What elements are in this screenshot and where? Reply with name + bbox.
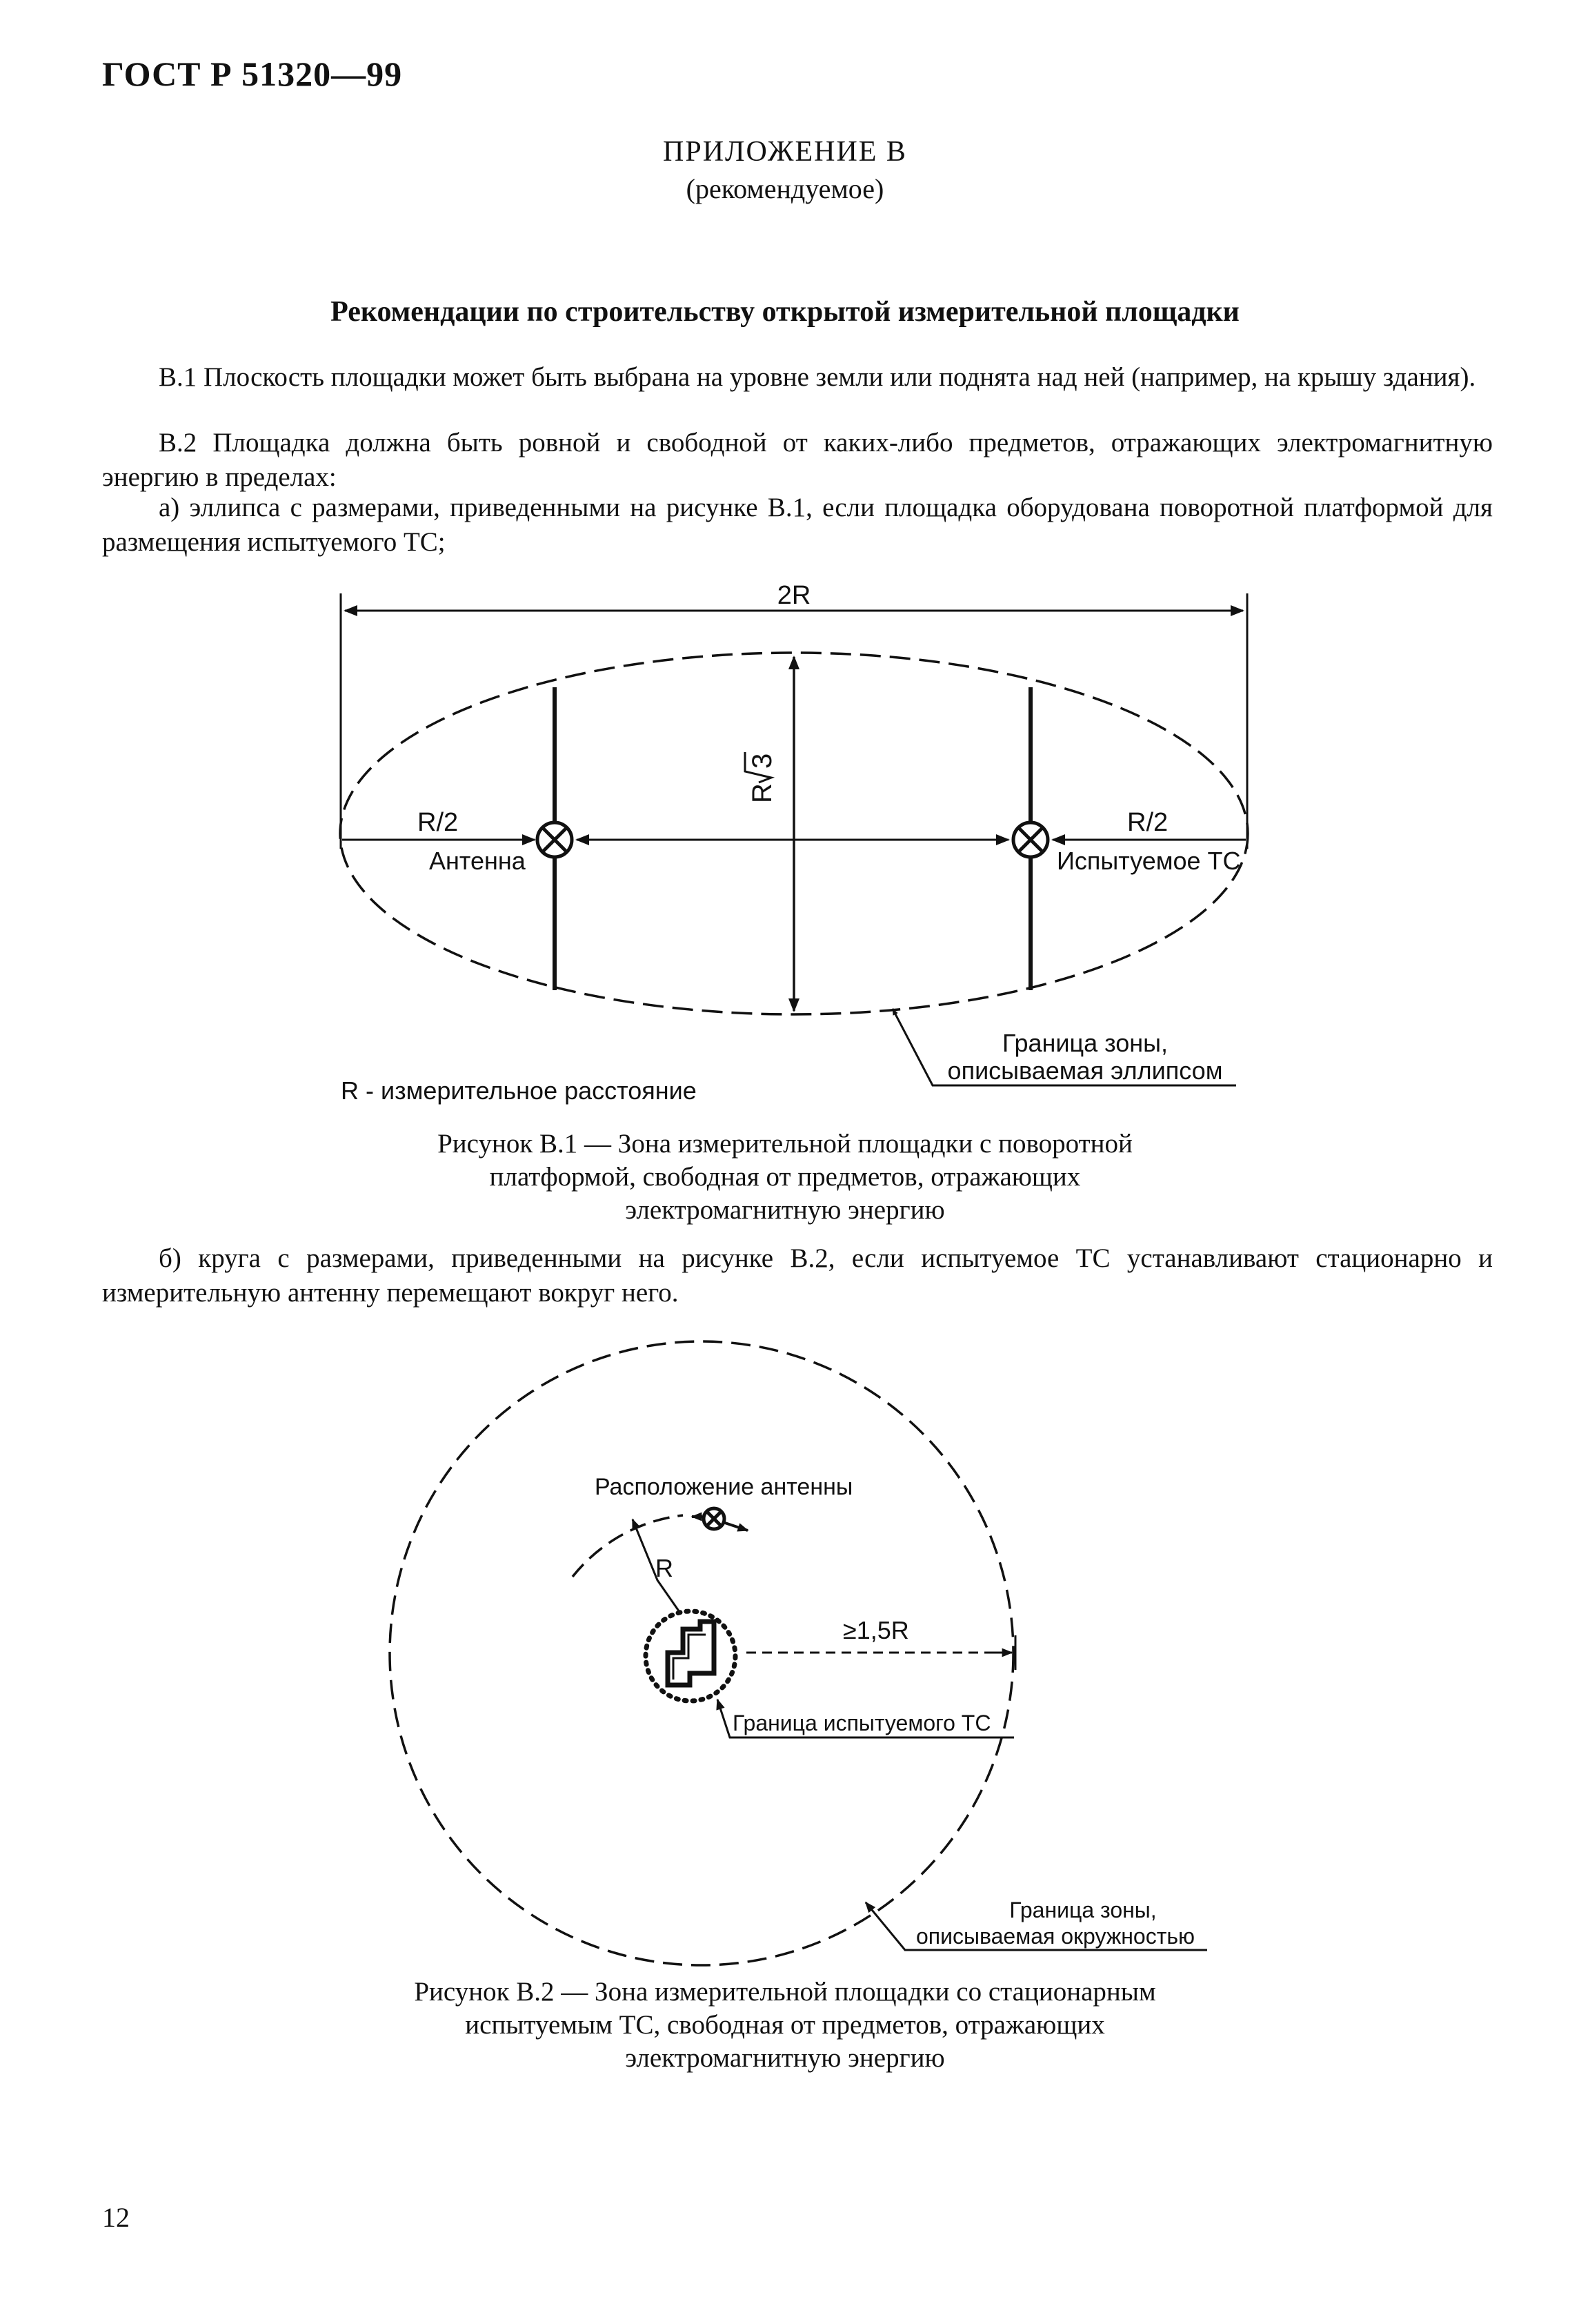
figure-b2-caption-line2: испытуемым ТС, свободная от предметов, отражающих [465, 2010, 1105, 2040]
figure-b1-caption-line1: Рисунок В.1 — Зона измерительной площадки с поворотной [437, 1129, 1133, 1159]
radius-label: R [655, 1554, 673, 1582]
antenna-location-label: Расположение антенны [595, 1474, 853, 1500]
legend-r: R - измерительное расстояние [341, 1076, 697, 1105]
paragraph-b2: В.2 Площадка должна быть ровной и свободной от каких-либо предметов, отражающих электромагнитную энергию в пределах: [102, 428, 1493, 492]
zone-boundary-label-line1: Граница зоны, [1009, 1898, 1157, 1922]
half-left-label: R/2 [417, 808, 459, 837]
zone-boundary-circle [390, 1341, 1013, 1965]
dimension-2r-label: 2R [777, 581, 811, 610]
figure-b2-caption-line3: электромагнитную энергию [625, 2043, 945, 2073]
figure-b1-caption-line2: платформой, свободная от предметов, отражающих [489, 1162, 1081, 1192]
figure-b2-caption [0, 1976, 1570, 2075]
eut-boundary-label: Граница испытуемого ТС [733, 1711, 991, 1735]
dimension-height-prefix: R [747, 783, 777, 803]
paragraph-b1: В.1 Плоскость площадки может быть выбрана на уровне земли или поднята над ней (например, на крышу здания). [159, 362, 1476, 392]
document-id: ГОСТ Р 51320—99 [102, 55, 403, 93]
page-number: 12 [102, 2202, 130, 2233]
figure-b2-caption-line1: Рисунок В.2 — Зона измерительной площадки со стационарным [414, 1977, 1156, 2007]
appendix-title: ПРИЛОЖЕНИЕ В [663, 136, 907, 168]
paragraph-a: а) эллипса с размерами, приведенными на рисунке В.1, если площадка оборудована поворотной платформой для размещения испытуемого ТС; [102, 493, 1493, 557]
eut-label: Испытуемое ТС [1057, 847, 1241, 875]
paragraph-b: б) круга с размерами, приведенными на рисунке В.2, если испытуемое ТС устанавливают стационарно и измерительную антенну перемещают вокруг него. [102, 1243, 1493, 1308]
boundary-label-line2: описываемая эллипсом [947, 1056, 1223, 1085]
eut-shape-icon [668, 1622, 714, 1685]
half-right-label: R/2 [1127, 808, 1169, 837]
antenna-location-icon [692, 1508, 748, 1530]
appendix-subtitle: (рекомендуемое) [686, 173, 884, 204]
dimension-height-root: 3 [747, 753, 777, 769]
zone-boundary-label-line2: описываемая окружностью [915, 1924, 1195, 1949]
distance-label: ≥1,5R [843, 1616, 909, 1644]
section-title: Рекомендации по строительству открытой измерительной площадки [330, 296, 1240, 328]
antenna-label: Антенна [429, 847, 526, 875]
boundary-label-line1: Граница зоны, [1002, 1029, 1169, 1057]
figure-b1-caption-line3: электромагнитную энергию [625, 1195, 945, 1225]
